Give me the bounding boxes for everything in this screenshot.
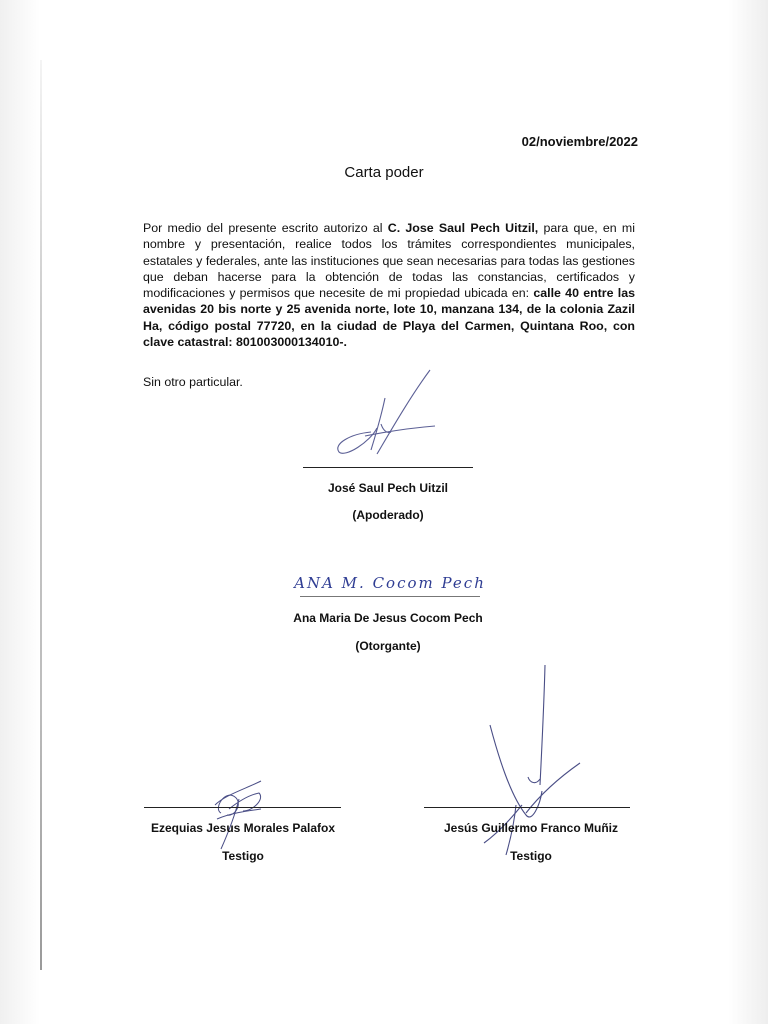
closing-text: Sin otro particular. <box>143 375 243 389</box>
body-authorized-person: C. Jose Saul Pech Uitzil, <box>387 221 539 235</box>
testigo-1-signature <box>195 765 285 855</box>
testigo-2-signature <box>470 665 600 865</box>
apoderado-role: (Apoderado) <box>352 508 424 522</box>
apoderado-name: José Saul Pech Uitzil <box>327 481 449 495</box>
body-description: para que, en mi nombre y presentación, realice todos los trámites correspondientes municipales, estatales y federales, ante las instituciones que sean necesarias para todas las gestiones que deban hacerse para la obtención de todas las constancias, certificados y modificaciones y permisos que necesite de mi propiedad ubicada en: <box>143 221 636 301</box>
otorgante-name: Ana Maria De Jesus Cocom Pech <box>293 611 483 625</box>
document-title: Carta poder <box>344 164 424 181</box>
body-property-address: calle 40 entre las avenidas 20 bis norte y 25 avenida norte, lote 10, manzana 134, de la colonia Zazil Ha, código postal 77720, en la ciudad de Playa del Carmen, Quintana Roo, con clave catastral: 801003000134010-. <box>143 286 635 350</box>
otorgante-role: (Otorgante) <box>355 639 421 653</box>
document-body <box>143 220 635 350</box>
otorgante-handwritten-signature: ANA M. Cocom Pech <box>294 574 486 592</box>
apoderado-signature-line <box>303 467 473 468</box>
testigo-1-name: Ezequias Jesus Morales Palafox <box>150 821 336 835</box>
testigo-2-signature-line <box>424 807 630 808</box>
body-intro: Por medio del presente escrito autorizo al <box>143 221 388 235</box>
apoderado-signature <box>325 362 445 462</box>
document-date: 02/noviembre/2022 <box>521 134 638 149</box>
testigo-2-role: Testigo <box>510 849 552 863</box>
otorgante-signature-line <box>300 596 480 597</box>
testigo-1-signature-line <box>144 807 341 808</box>
testigo-2-name: Jesús Guillermo Franco Muñiz <box>443 821 619 835</box>
testigo-1-role: Testigo <box>222 849 264 863</box>
